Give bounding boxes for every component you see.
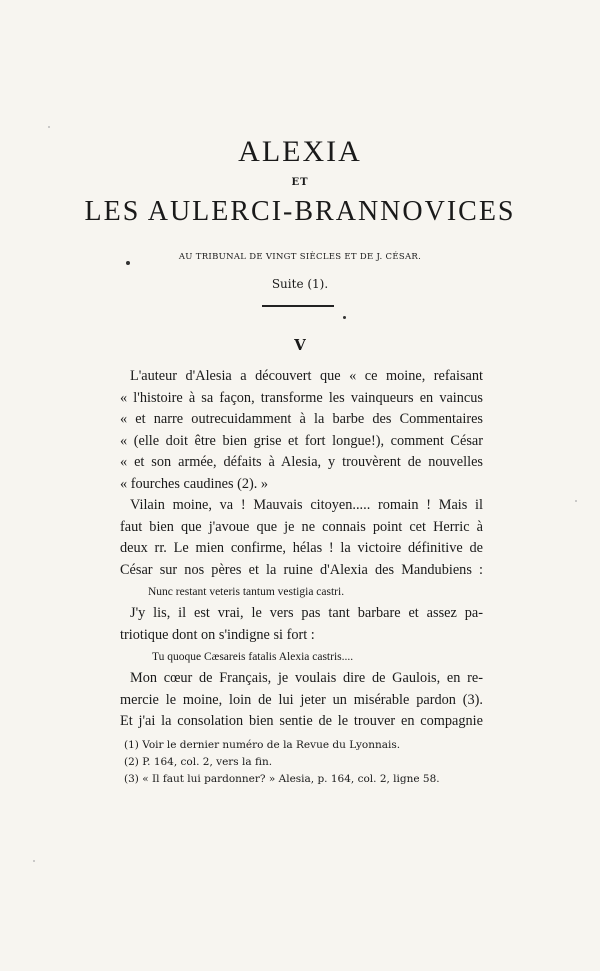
paper-speck bbox=[33, 860, 35, 862]
body-line: deux rr. Le mien confirme, hélas ! la victoire définitive de bbox=[120, 540, 483, 556]
body-line: « et son armée, défaits à Alesia, y trouvèrent de nouvelles bbox=[120, 454, 483, 470]
body-line: Vilain moine, va ! Mauvais citoyen..... romain ! Mais il bbox=[130, 497, 483, 513]
body-line: Et j'ai la consolation bien sentie de le trouver en compagnie bbox=[120, 713, 483, 729]
body-line: « (elle doit être bien grise et fort longue!), comment César bbox=[120, 432, 483, 449]
footnote: (2) P. 164, col. 2, vers la fin. bbox=[124, 756, 273, 768]
separator-rule bbox=[262, 305, 334, 307]
body-line: faut bien que j'avoue que je ne connais point cet Herric à bbox=[120, 518, 483, 535]
footnote: (3) « Il faut lui pardonner? » Alesia, p. 164, col. 2, ligne 58. bbox=[124, 773, 440, 785]
paper-speck bbox=[48, 126, 50, 128]
ink-speck bbox=[126, 261, 130, 265]
latin-quote: Tu quoque Cæsareis fatalis Alexia castris.... bbox=[152, 651, 354, 663]
body-line: L'auteur d'Alesia a découvert que « ce moine, refaisant bbox=[130, 368, 483, 384]
section-number: V bbox=[294, 336, 306, 354]
body-line: triotique dont on s'indigne si fort : bbox=[120, 626, 315, 643]
body-line: J'y lis, il est vrai, le vers pas tant barbare et assez pa- bbox=[130, 605, 483, 621]
body-line: « fourches caudines (2). » bbox=[120, 475, 269, 492]
tribunal-line: AU TRIBUNAL DE VINGT SIÈCLES ET DE J. CÉSAR. bbox=[178, 252, 422, 262]
body-line: « l'histoire à sa façon, transforme les vainqueurs en vaincus bbox=[120, 389, 483, 406]
article-subtitle: LES AULERCI-BRANNOVICES bbox=[84, 196, 516, 227]
body-line: César sur nos pères et la ruine d'Alexia des Mandubiens : bbox=[120, 561, 483, 578]
body-line: Mon cœur de Français, je voulais dire de Gaulois, en re- bbox=[130, 670, 483, 686]
body-line: « et narre outrecuidamment à la barbe des Commentaires bbox=[120, 411, 483, 427]
body-text bbox=[120, 366, 483, 733]
latin-quote: Nunc restant veteris tantum vestigia castri. bbox=[148, 586, 345, 598]
title-conjunction: ET bbox=[291, 177, 309, 188]
paper-speck bbox=[575, 500, 577, 502]
ink-speck bbox=[343, 316, 346, 319]
suite-note: Suite (1). bbox=[271, 277, 329, 291]
body-line: mercie le moine, loin de lui jeter un misérable pardon (3). bbox=[120, 691, 483, 708]
footnotes bbox=[124, 737, 484, 788]
article-title: ALEXIA bbox=[238, 135, 362, 168]
footnote: (1) Voir le dernier numéro de la Revue du Lyonnais. bbox=[124, 739, 401, 751]
